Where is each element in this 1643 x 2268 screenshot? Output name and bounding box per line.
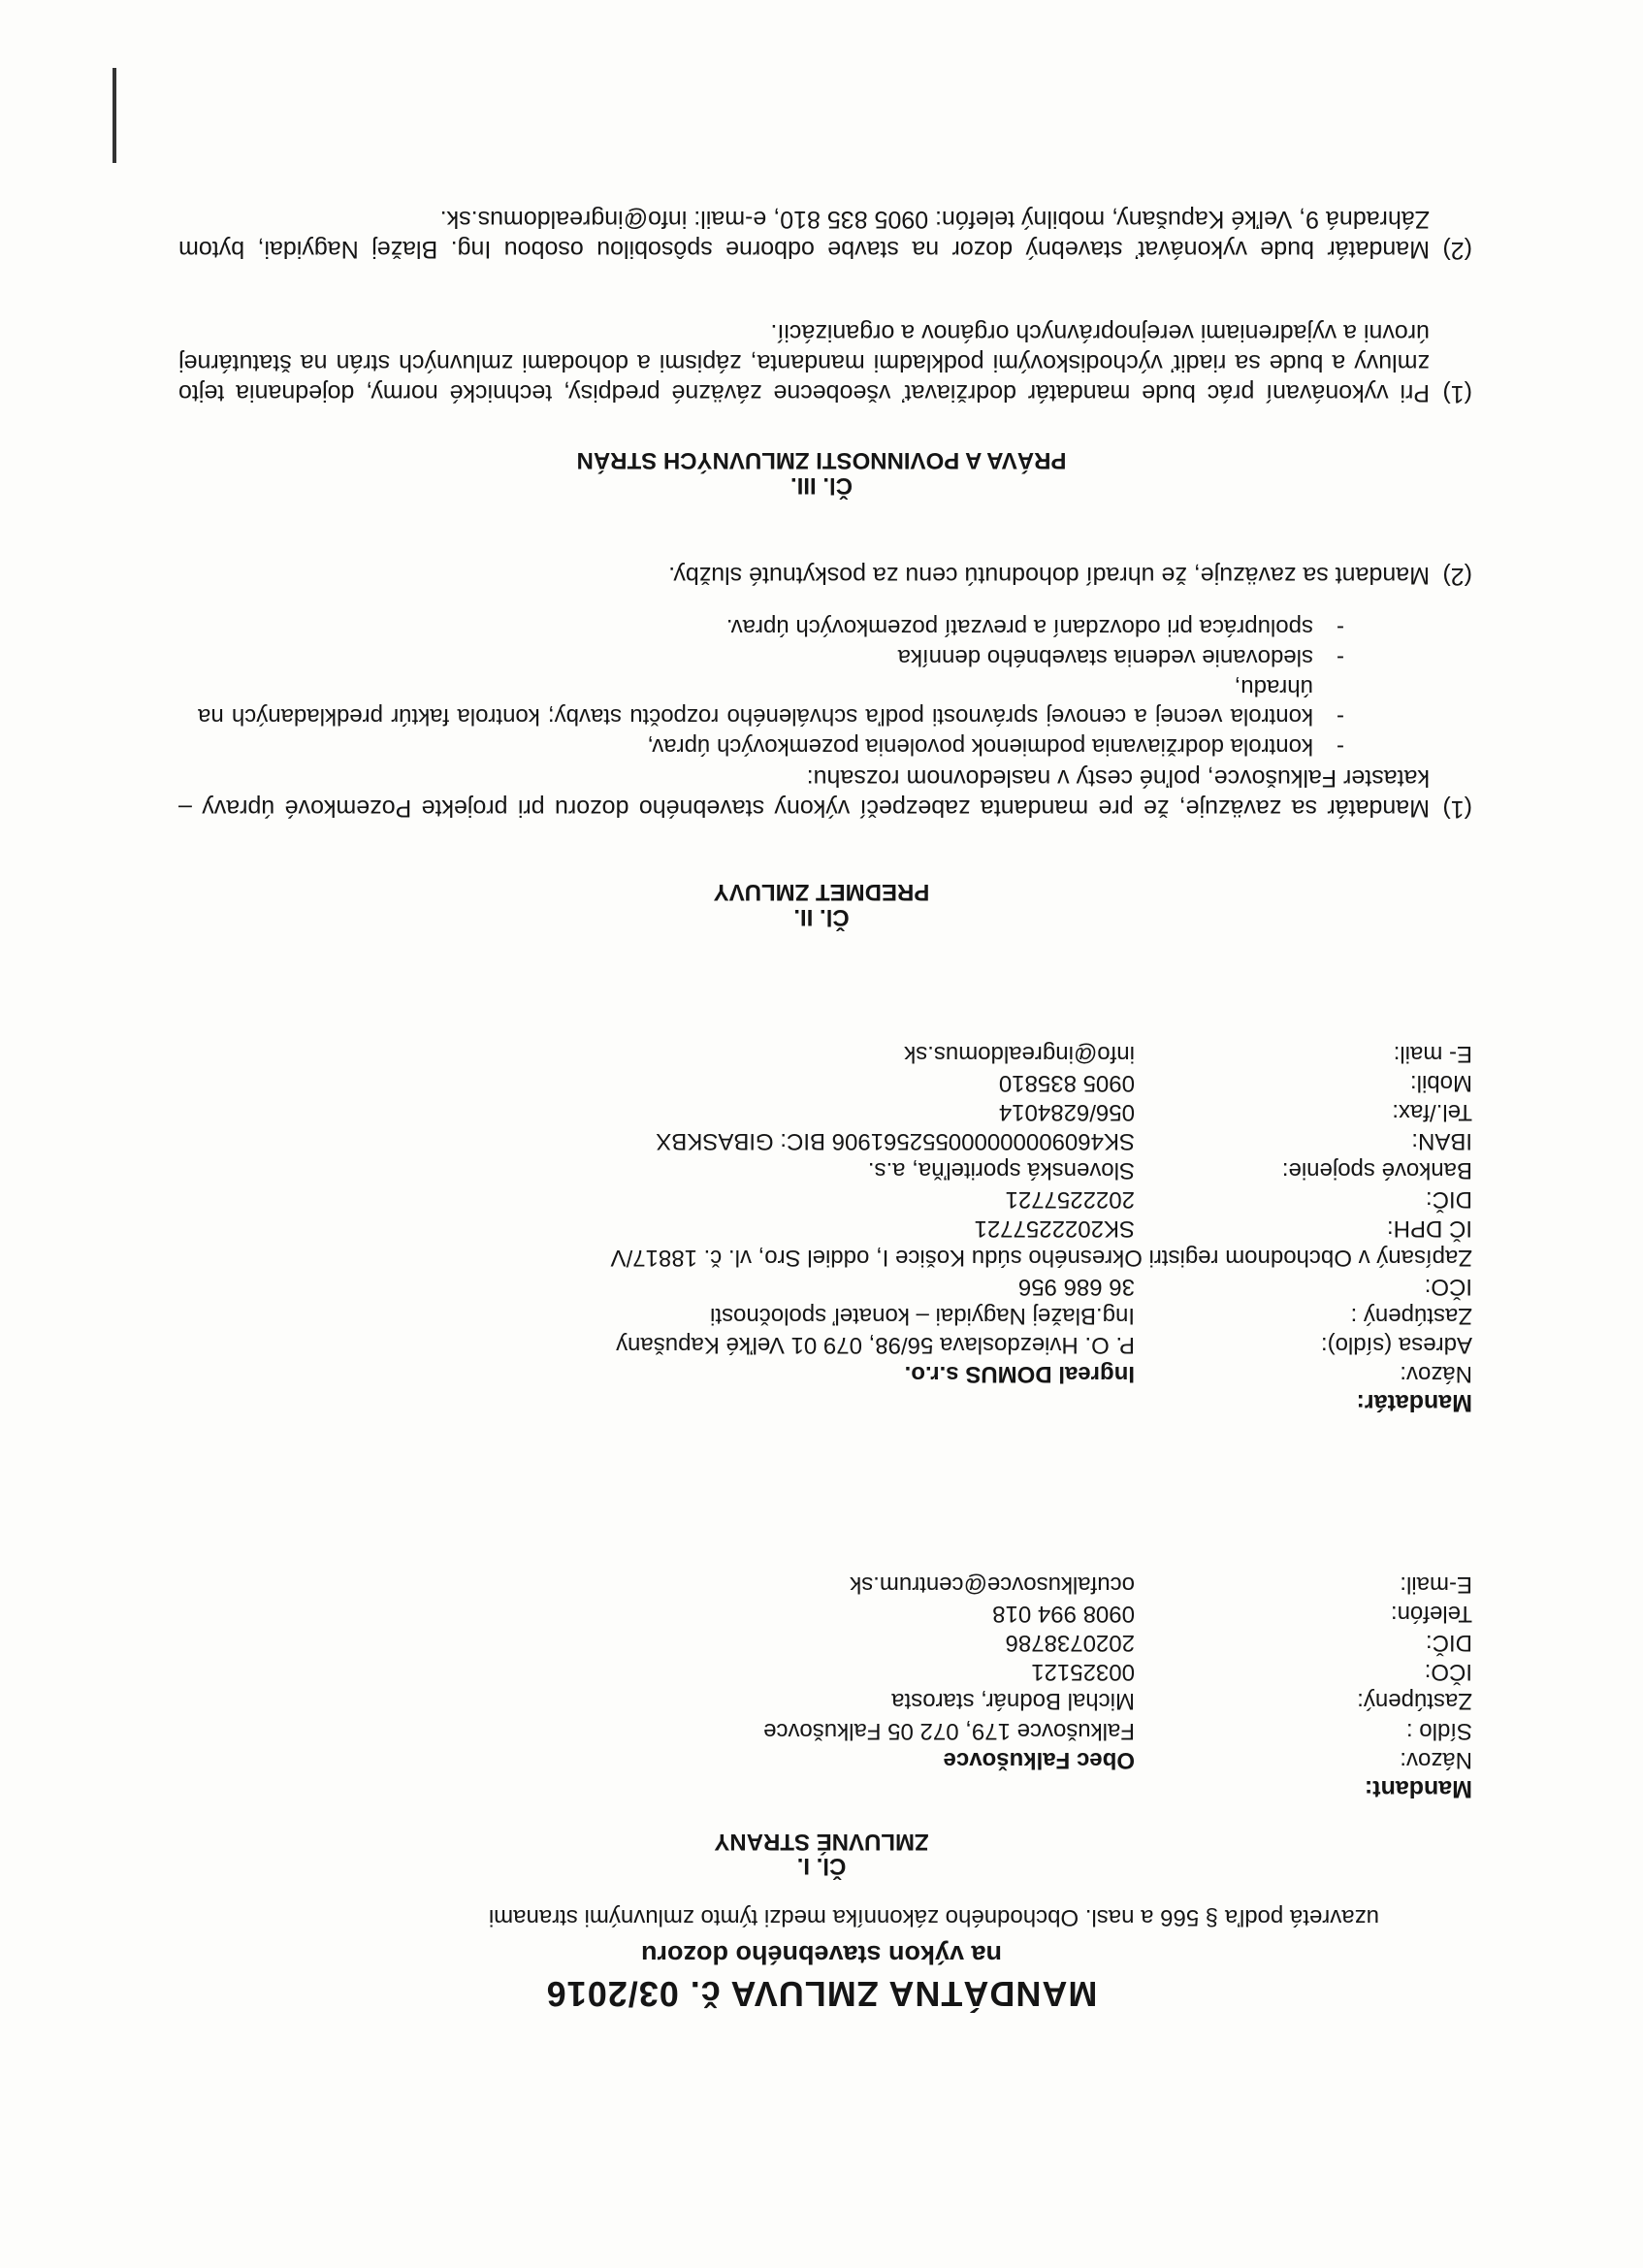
bullet-dash: - [1337, 734, 1344, 761]
mandant-value: 0908 994 018 [992, 1601, 1135, 1627]
mandatar-value: Slovenská sporiteľňa, a.s. [867, 1157, 1135, 1183]
bullet-dash: - [1337, 645, 1344, 671]
mandatar-value: 0905 835810 [998, 1070, 1135, 1096]
mandatar-label: IBAN: [1411, 1128, 1472, 1154]
article-2-paragraph-2: Mandant sa zaväzuje, že uhradí dohodnutú cenu za poskytnuté služby. [668, 562, 1430, 589]
mandant-value: Obec Falkušovce [943, 1747, 1135, 1773]
mandant-value: 2020738786 [1005, 1630, 1135, 1656]
mandant-value: Falkušovce 179, 072 05 Falkušovce [763, 1718, 1135, 1744]
mandatar-label: Tel./fax: [1392, 1099, 1472, 1125]
article-3-number: Čl. III. [790, 472, 854, 499]
article-2-number: Čl. II. [793, 904, 850, 930]
mandant-label: Názov: [1400, 1747, 1472, 1773]
mandatar-value: SK2022257721 [974, 1215, 1135, 1242]
article-3-paragraph-2: Mandatár bude vykonávať stavebný dozor na stavbe odborne spôsobilou osobou Ing. Blažej Nagyidai, bytom Záhradná 9, Veľké Kapušany, mobilný telefón: 0905 835 810, e-mail: info@ingrealdomus.sk. [178, 206, 1430, 263]
mandatar-value: 2022257721 [1005, 1186, 1135, 1213]
bullet-item: kontrola dodržiavania podmienok povolenia pozemkových úprav, [647, 733, 1313, 760]
article-2-title: PREDMET ZMLUVY [713, 879, 930, 905]
mandatar-label: E- mail: [1393, 1041, 1472, 1067]
article-2-paragraph-1: Mandatár sa zaväzuje, že pre mandanta zabezpečí výkony stavebného dozoru pri projekte Pozemkové úpravy – kataster Falkušovce, poľné cesty v nasledovnom rozsahu: [178, 764, 1430, 822]
article-1-title: ZMLUVNÉ STRANY [714, 1829, 929, 1855]
bullet-item: spolupráca pri odovzdaní a prevzatí pozemkových úprav. [725, 614, 1313, 640]
mandant-label: DIČ: [1426, 1630, 1472, 1656]
article-3-paragraph-1: Pri vykonávaní prác bude mandatár dodržiavať všeobecne záväzné predpisy, technické normy, dojednania tejto zmluvy a bude sa riadiť východiskovými podkladmi mandanta, zápismi a dohodami zmluvných strán na štatutárnej úrovni a vyjadreniami verejnoprávnych orgánov a organizácií. [178, 319, 1430, 406]
mandant-value: Michal Bodnár, starosta [891, 1688, 1135, 1714]
mandatar-label: DIČ: [1426, 1186, 1472, 1213]
mandatar-label: IČO: [1424, 1274, 1472, 1300]
mandatar-label: Mobil: [1409, 1070, 1472, 1096]
mandatar-value: Ing.Blažej Nagyidai – konateľ spoločnosti [710, 1303, 1135, 1329]
document-title: MANDÁTNA ZMLUVA č. 03/2016 [545, 1974, 1098, 2014]
mandatar-register: Zapísaný v Obchodnom registri Okresného súdu Košice I, oddiel Sro, vl. č. 18817/V [610, 1245, 1472, 1271]
article-2-paragraph-number: (2) [1442, 563, 1472, 590]
bullet-item: sledovanie vedenia stavebného denníka [897, 644, 1313, 670]
mandatar-value: 056/6284014 [998, 1099, 1135, 1125]
mandatar-value: info@ingrealdomus.sk [904, 1041, 1135, 1067]
bullet-item: kontrola vecnej a cenovej správnosti podľa schváleného rozpočtu stavby; kontrola faktúr predkladaných na úhradu, [198, 674, 1313, 729]
mandatar-value: 36 686 956 [1017, 1274, 1135, 1300]
mandatar-label: IČ DPH: [1386, 1215, 1472, 1242]
mandatar-label: Bankové spojenie: [1281, 1157, 1472, 1183]
mandant-label: Zastúpený: [1357, 1688, 1472, 1714]
mandatar-value: P. O. Hviezdoslava 56/98, 079 01 Veľké Kapušany [616, 1332, 1135, 1358]
article-3-title: PRÁVA A POVINNOSTI ZMLUVNÝCH STRÁN [576, 447, 1067, 473]
bullet-dash: - [1337, 615, 1344, 641]
mandant-value: 00325121 [1031, 1659, 1135, 1685]
mandatar-value: SK460900000000552561906 BIC: GIBASKBX [656, 1128, 1135, 1154]
mandatar-heading: Mandatár: [1356, 1389, 1472, 1416]
document-subtitle: na výkon stavebného dozoru [640, 1940, 1003, 1969]
article-1-number: Čl. I. [796, 1853, 847, 1879]
mandatar-label: Názov: [1400, 1361, 1472, 1387]
mandant-heading: Mandant: [1364, 1775, 1472, 1802]
mandatar-label: Adresa (sídlo): [1320, 1332, 1472, 1358]
mandant-label: E-mail: [1400, 1571, 1472, 1598]
article-2-paragraph-number: (1) [1442, 795, 1472, 823]
article-3-paragraph-number: (2) [1442, 237, 1472, 264]
mandant-label: Telefón: [1390, 1601, 1472, 1627]
mandatar-label: Zastúpený : [1350, 1303, 1472, 1329]
mandant-label: IČO: [1424, 1659, 1472, 1685]
article-3-paragraph-number: (1) [1442, 380, 1472, 407]
mandant-value: ocufalkusovce@centrum.sk [850, 1571, 1135, 1598]
bullet-dash: - [1337, 704, 1344, 730]
binding-mark [113, 68, 116, 163]
mandatar-value: Ingreal DOMUS s.r.o. [904, 1361, 1135, 1387]
mandant-label: Sídlo : [1405, 1718, 1472, 1744]
document-intro: uzavretá podľa § 566 a nasl. Obchodného zákonníka medzi týmto zmluvnými stranami [488, 1904, 1379, 1930]
